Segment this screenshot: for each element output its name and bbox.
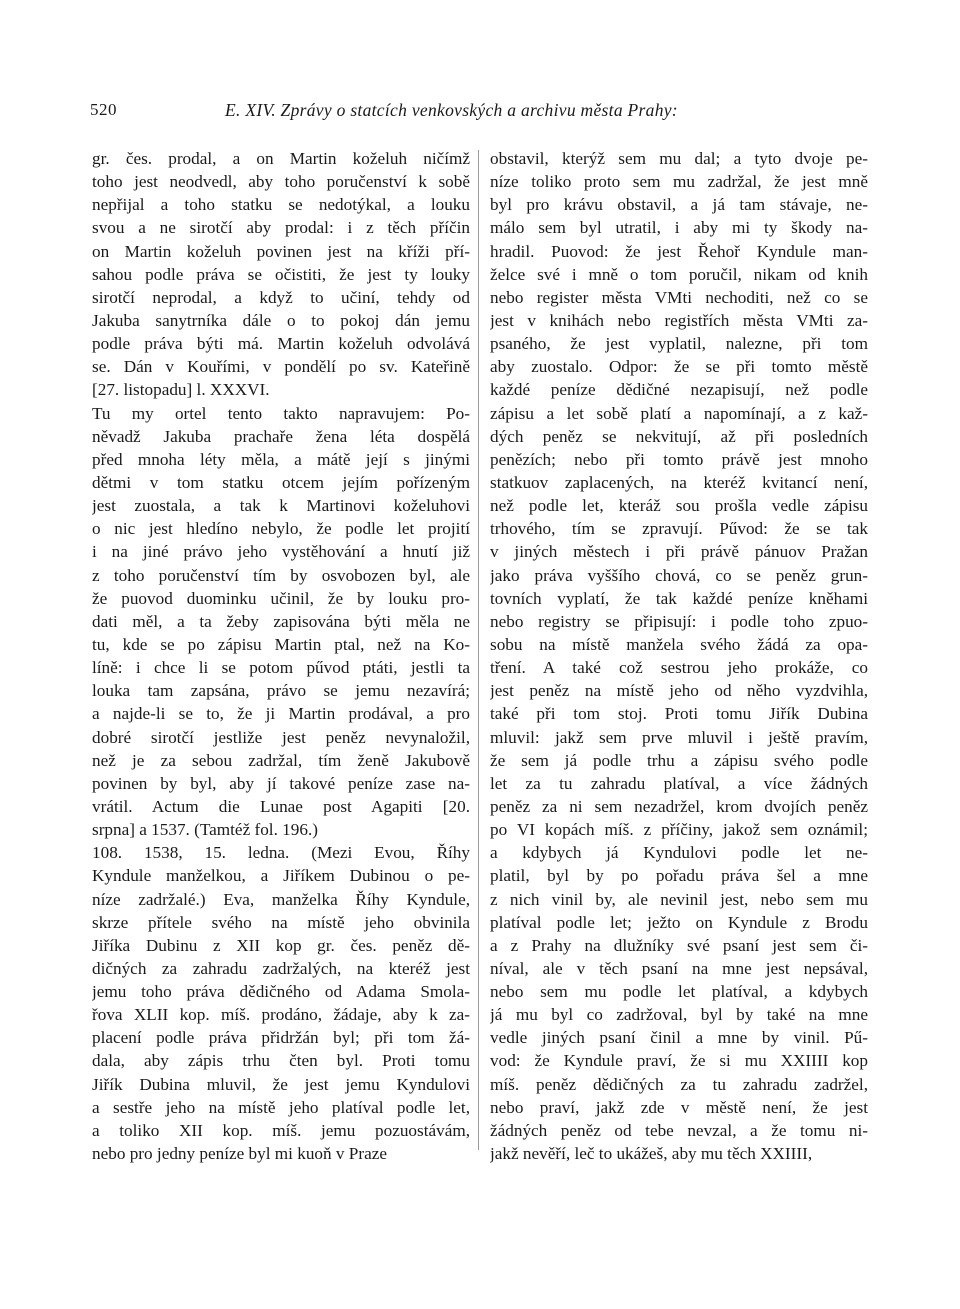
text-line: dobré sirotčí jestliže jest peněz nevynaložil,	[92, 727, 470, 747]
text-line: mluvil: jakž sem prve mluvil i ještě pravím,	[490, 727, 868, 747]
text-line: každé peníze dědičné nezapisují, než podle	[490, 380, 868, 400]
text-line: z toho poručenství tím by osvobozen byl, ale	[92, 565, 470, 585]
text-line: louka tam zapsána, právo se jemu nezavírá;	[92, 681, 470, 701]
text-line: Jiříka Dubinu z XII kop gr. čes. peněz dě-	[92, 935, 470, 955]
text-line: dých peněz se nekvitují, až při posledních	[490, 426, 868, 446]
text-line: níze toliko proto sem mu zadržal, že jest mně	[490, 172, 868, 192]
text-line: toho jest neodvedl, aby toho poručenství k sobě	[92, 172, 470, 192]
text-line: dětmi v tom statku otcem jejím pořízeným	[92, 472, 470, 492]
text-line: a kdybych já Kyndulovi podle let ne-	[490, 843, 868, 863]
column-divider	[478, 150, 479, 1150]
text-line: svou a ne sirotčí aby prodal: i z těch příčin	[92, 218, 470, 238]
page-number: 520	[90, 100, 117, 119]
text-line: že puovod duominku učinil, že by louku pro-	[92, 588, 470, 608]
text-line: před mnoha léty měla, a mátě její s jinými	[92, 449, 470, 469]
text-line: dati měl, a ta žeby zapisována býti měla ne	[92, 611, 470, 631]
text-line: Kyndule manželkou, a Jiříkem Dubinou o pe-	[92, 866, 470, 886]
text-line: trhového, tím se zpravují. Pűvod: že se tak	[490, 519, 868, 539]
text-line: a z Prahy na dlužníky své psaní jest sem či-	[490, 935, 868, 955]
text-line: aby zuostalo. Odpor: že se při tomto městě	[490, 357, 868, 377]
text-line: sobu na místě manžela svého žádá za opa-	[490, 634, 868, 654]
text-line: dičných za zahradu zadržalých, na kteréž jest	[92, 958, 470, 978]
text-line: Tu my ortel tento takto napravujem: Po-	[92, 403, 470, 423]
text-line: platil, byl by po pořadu práva šel a mne	[490, 866, 868, 886]
text-line: vrátil. Actum die Lunae post Agapiti [20.	[92, 796, 470, 816]
text-line: Jakuba sanytrníka dále o to pokoj dán jemu	[92, 310, 470, 330]
text-line: hradil. Puovod: že jest Řehoř Kyndule man-	[490, 241, 868, 261]
text-line: z nich vinil by, ale nevinil jest, nebo sem mu	[490, 889, 868, 909]
text-line: let za tu zahradu platíval, a více žádných	[490, 773, 868, 793]
left-text-column	[92, 147, 470, 1165]
text-line: žádných peněz od tebe nevzal, a že tomu ni-	[490, 1120, 868, 1140]
text-line: níze zadržalé.) Eva, manželka Říhy Kyndule,	[92, 889, 470, 909]
text-line: řova XLII kop. míš. prodáno, žádaje, aby k za-	[92, 1005, 470, 1025]
text-line: něvadž Jakuba prachaře žena léta dospělá	[92, 426, 470, 446]
text-line: želce své i mně o tom poručil, nikam od knih	[490, 264, 868, 284]
text-line: statkuov zaplacených, na kteréž kvitancí není,	[490, 472, 868, 492]
text-line: srpna] a 1537. (Tamtéž fol. 196.)	[92, 820, 318, 840]
text-line: peněz za ni sem nezadržel, krom dvojích peněz	[490, 796, 868, 816]
text-line: a toliko XII kop. míš. jemu pozuostávám,	[92, 1120, 470, 1140]
text-line: placení podle práva přidržán byl; při tom žá-	[92, 1028, 470, 1048]
text-line: po VI kopách míš. z příčiny, jakož sem oznámil;	[490, 820, 868, 840]
text-line: jest v knihách nebo registřích města VMti za-	[490, 310, 868, 330]
text-line: obstavil, kterýž sem mu dal; a tyto dvoje pe-	[490, 149, 868, 168]
text-line: psaného, že jest vyplatil, nalezne, při tom	[490, 334, 868, 354]
text-line: také při tom stoj. Proti tomu Jiřík Dubina	[490, 704, 868, 724]
text-line: nebo pro jedny peníze byl mi kuoň v Praze	[92, 1144, 387, 1164]
page-header	[90, 100, 880, 128]
text-line: on Martin koželuh povinen jest na kříži pří-	[92, 241, 470, 261]
text-line: vod: že Kyndule praví, že si mu XXIIII kop	[490, 1051, 868, 1071]
text-line: skrze přítele svého na místě jeho obvinila	[92, 912, 470, 932]
text-line: nebo sem mu podle let platíval, a kdybych	[490, 982, 868, 1002]
text-line: podle práva býti má. Martin koželuh odvolává	[92, 334, 470, 354]
text-line: i na jiné právo jeho vystěhování a hnutí již	[92, 542, 470, 562]
text-line: než podle let, kteráž sou prošla vedle zápisu	[490, 496, 868, 516]
text-line: penězích; nebo při tomto právě jest mnoho	[490, 449, 868, 469]
text-line: nebo praví, jakž zde v městě není, že jest	[490, 1097, 868, 1117]
text-line: o nic jest hledíno nebylo, že podle let projití	[92, 519, 470, 539]
right-text-column	[490, 147, 868, 1165]
text-line: zápisu a let sobě platí a napomínají, a z kaž-	[490, 403, 868, 423]
text-line: povinen by byl, aby jí takové peníze zase na-	[92, 773, 470, 793]
text-line: vedle jiných psaní činil a mne by vinil. Pű-	[490, 1028, 868, 1048]
text-line: jest peněz na místě jeho od něho vyzdvihla,	[490, 681, 868, 701]
text-line: v jiných městech i při právě pánuov Pražan	[490, 542, 868, 562]
text-line: platíval podle let; ježto on Kyndule z Brodu	[490, 912, 868, 932]
text-line: než je za sebou zadržal, tím ženě Jakubově	[92, 750, 470, 770]
text-line: byl pro krávu obstavil, a já tam stávaje, ne-	[490, 195, 868, 215]
text-line: míš. peněz dědičných za tu zahradu zadržel,	[490, 1074, 868, 1094]
text-line: Jiřík Dubina mluvil, že jest jemu Kyndulovi	[92, 1074, 470, 1094]
text-line: a sestře jeho na místě jeho platíval podle let,	[92, 1097, 470, 1117]
text-line: tovních vyplatí, že tak každé peníze kněhami	[490, 588, 868, 608]
text-line: nebo register města VMti nechoditi, než co se	[490, 287, 868, 307]
text-line: gr. čes. prodal, a on Martin koželuh ničímž	[92, 149, 470, 168]
text-line: líně: i chce li se potom pűvod ptáti, jestli ta	[92, 658, 470, 678]
text-line: se. Dán v Kouřími, v pondělí po sv. Kateřině	[92, 357, 470, 377]
text-line: sirotčí neprodal, a když to učiní, tehdy od	[92, 287, 470, 307]
text-line: jakž nevěří, leč to ukážeš, aby mu těch XXIIII,	[490, 1144, 813, 1164]
text-line: níval, ale v těch psaní na mne jest nepsával,	[490, 958, 868, 978]
text-line: [27. listopadu] l. XXXVI.	[92, 380, 270, 400]
text-line: a najde-li se to, že ji Martin prodával, a pro	[92, 704, 470, 724]
text-line: sahou podle práva se očistiti, že jest ty louky	[92, 264, 470, 284]
text-line: jemu toho práva dědičného od Adama Smola-	[92, 982, 470, 1002]
text-line: 108. 1538, 15. ledna. (Mezi Evou, Říhy	[92, 843, 470, 863]
text-line: tu, kde se po zápisu Martin ptal, než na Ko-	[92, 634, 470, 654]
text-line: že sem já podle trhu a zápisu svého podle	[490, 750, 868, 770]
text-line: já mu byl co zadržoval, byl by také na mne	[490, 1005, 868, 1025]
text-line: jest zuostala, a tak k Martinovi koželuhovi	[92, 496, 470, 516]
text-line: jako práva vyššího chová, co se peněz grun-	[490, 565, 868, 585]
text-line: tření. A také což sestrou jeho prokáže, co	[490, 658, 868, 678]
text-line: nepřijal a toho statku se nedotýkal, a louku	[92, 195, 470, 215]
text-line: nebo registry se připisují: i podle toho zpuo-	[490, 611, 868, 631]
text-line: málo sem byl utratil, i aby mi ty škody na-	[490, 218, 868, 238]
running-head: E. XIV. Zprávy o statcích venkovských a archivu města Prahy:	[225, 100, 678, 120]
text-line: dala, aby zápis trhu čten byl. Proti tomu	[92, 1051, 470, 1071]
